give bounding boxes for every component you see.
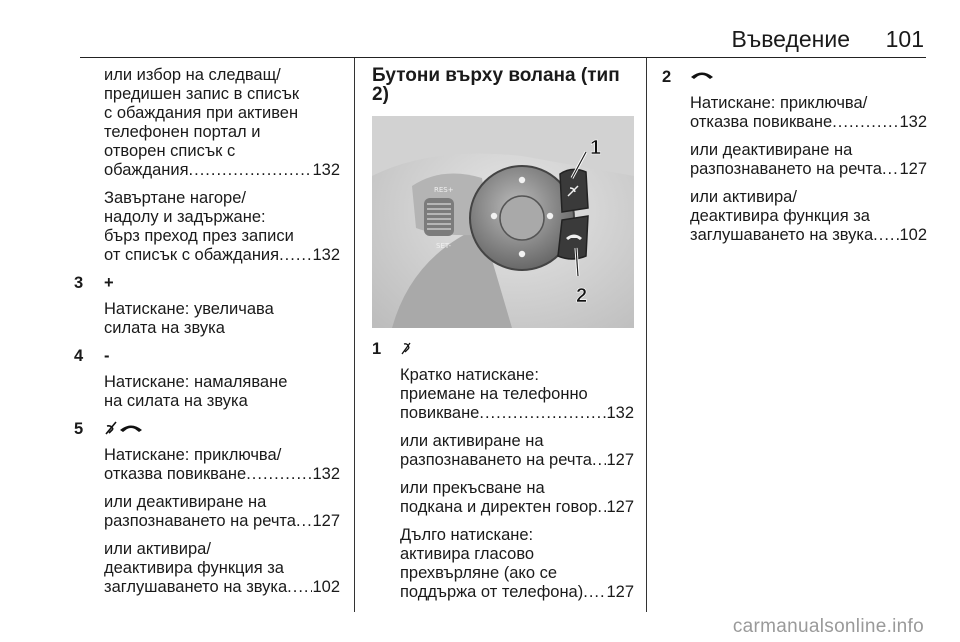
page-reference[interactable]: 127 — [899, 160, 927, 178]
item-2-paragraph-2 — [690, 141, 927, 179]
text-line: или активира/ — [104, 540, 211, 558]
section-title: Бутони върху волана (тип 2) — [372, 65, 620, 105]
text-line: с обаждания при активен — [104, 104, 299, 122]
page-reference[interactable]: 127 — [312, 512, 340, 530]
item-3-heading — [74, 274, 340, 294]
header-rule — [80, 57, 926, 58]
set-minus-label: SET- — [436, 242, 452, 250]
page-header — [0, 26, 960, 56]
text-line: телефонен портал и — [104, 123, 261, 141]
reference-text: повикване — [400, 404, 480, 422]
column-divider-2 — [646, 58, 647, 612]
text-line: силата на звука — [104, 319, 225, 337]
reference-text: разпознаването на речта — [400, 451, 592, 469]
page-title: Въведение — [731, 26, 850, 52]
mute-and-hangup-icon — [104, 420, 144, 441]
page-reference[interactable]: 132 — [312, 161, 340, 179]
leader-dots — [592, 451, 607, 470]
leader-dots — [189, 161, 313, 180]
item-number: 3 — [74, 274, 84, 292]
reference-line[interactable] — [400, 451, 634, 470]
item-4-heading — [74, 347, 340, 367]
figure-callout-1: 1 — [590, 137, 602, 159]
text-line: или активиране на — [400, 432, 544, 450]
voice-control-icon — [400, 340, 414, 361]
column-1 — [74, 66, 340, 606]
leader-dots — [597, 498, 606, 517]
page-reference[interactable]: 132 — [312, 465, 340, 483]
steering-wheel-illustration — [372, 116, 634, 328]
text-line: активира гласово — [400, 545, 535, 563]
text-line: Натискане: приключва/ — [104, 446, 282, 464]
plus-symbol: + — [104, 274, 114, 292]
leader-dots — [246, 465, 312, 484]
leader-dots — [882, 160, 900, 179]
reference-line[interactable] — [690, 160, 927, 179]
reference-text: разпознаването на речта — [690, 160, 882, 178]
item-1-heading — [372, 340, 634, 360]
item-2-heading — [662, 68, 927, 88]
reference-line[interactable] — [104, 246, 340, 265]
page-reference[interactable]: 102 — [899, 226, 927, 244]
text-line: деактивира функция за — [104, 559, 284, 577]
reference-line[interactable] — [104, 161, 340, 180]
item-number: 5 — [74, 420, 84, 438]
item-5-paragraph-2 — [104, 493, 340, 531]
column-3 — [662, 66, 927, 254]
text-line: деактивира функция за — [690, 207, 870, 225]
text-line: Завъртане нагоре/ — [104, 189, 246, 207]
page-reference[interactable]: 102 — [312, 578, 340, 596]
reference-text: заглушаването на звука — [104, 578, 288, 596]
leader-dots — [279, 246, 312, 265]
steering-wheel-buttons-figure — [372, 116, 634, 328]
reference-line[interactable] — [400, 583, 634, 602]
reference-text: обаждания — [104, 161, 189, 179]
leader-dots — [873, 226, 899, 245]
item-number: 4 — [74, 347, 84, 365]
reference-text: отказва повикване — [104, 465, 247, 483]
column-2 — [372, 66, 634, 611]
leader-dots — [296, 512, 313, 531]
paragraph-rotate — [104, 189, 340, 265]
leader-dots — [287, 578, 312, 597]
reference-line[interactable] — [104, 512, 340, 531]
reference-line[interactable] — [690, 226, 927, 245]
item-1-paragraph-1 — [400, 366, 634, 423]
item-3-description — [104, 300, 340, 338]
reference-line[interactable] — [104, 578, 340, 597]
text-line: Натискане: увеличава — [104, 300, 274, 318]
item-2-paragraph-1 — [690, 94, 927, 132]
reference-text: разпознаването на речта — [104, 512, 296, 530]
text-line: надолу и задържане: — [104, 208, 266, 226]
text-line: или прекъсване на — [400, 479, 545, 497]
item-5-paragraph-3 — [104, 540, 340, 597]
text-line: или активира/ — [690, 188, 797, 206]
page-reference[interactable]: 132 — [899, 113, 927, 131]
page-number: 101 — [885, 26, 924, 52]
item-2-paragraph-3 — [690, 188, 927, 245]
item-number: 2 — [662, 68, 672, 86]
page-reference[interactable]: 132 — [606, 404, 634, 422]
column-divider-1 — [354, 58, 355, 612]
item-1-paragraph-3 — [400, 479, 634, 517]
leader-dots — [832, 113, 899, 132]
text-line: Дълго натискане: — [400, 526, 534, 544]
reference-text: подкана и директен говор — [400, 498, 598, 516]
text-line: бърз преход през записи — [104, 227, 294, 245]
reference-line[interactable] — [400, 498, 634, 517]
hangup-icon — [690, 68, 714, 87]
item-1-paragraph-4 — [400, 526, 634, 602]
paragraph-intro — [104, 66, 340, 180]
reference-text: отказва повикване — [690, 113, 833, 131]
minus-symbol: - — [104, 347, 110, 365]
reference-text: поддържа от телефона) — [400, 583, 584, 601]
text-line: Кратко натискане: — [400, 366, 539, 384]
reference-text: заглушаването на звука — [690, 226, 874, 244]
text-line: Натискане: приключва/ — [690, 94, 868, 112]
page-reference[interactable]: 132 — [312, 246, 340, 264]
reference-text: от списък с обаждания — [104, 246, 280, 264]
res-plus-label: RES+ — [434, 186, 454, 194]
figure-callout-2: 2 — [576, 285, 588, 307]
page-reference[interactable]: 127 — [606, 498, 634, 516]
page-reference[interactable]: 127 — [606, 583, 634, 601]
reference-line[interactable] — [400, 404, 634, 423]
watermark: carmanualsonline.info — [732, 616, 924, 637]
item-5-paragraph-1 — [104, 446, 340, 484]
leader-dots — [583, 583, 606, 602]
reference-line[interactable] — [104, 465, 340, 484]
text-line: приемане на телефонно — [400, 385, 588, 403]
text-line: на силата на звука — [104, 392, 248, 410]
item-number: 1 — [372, 340, 382, 358]
text-line: или избор на следващ/ — [104, 66, 281, 84]
text-line: Натискане: намаляване — [104, 373, 288, 391]
text-line: отворен списък с — [104, 142, 236, 160]
text-line: прехвърляне (ако се — [400, 564, 558, 582]
item-4-description — [104, 373, 340, 411]
reference-line[interactable] — [690, 113, 927, 132]
page-reference[interactable]: 127 — [606, 451, 634, 469]
item-1-paragraph-2 — [400, 432, 634, 470]
text-line: предишен запис в списък — [104, 85, 300, 103]
leader-dots — [479, 404, 606, 423]
text-line: или деактивиране на — [104, 493, 267, 511]
text-line: или деактивиране на — [690, 141, 853, 159]
item-5-heading — [74, 420, 340, 440]
